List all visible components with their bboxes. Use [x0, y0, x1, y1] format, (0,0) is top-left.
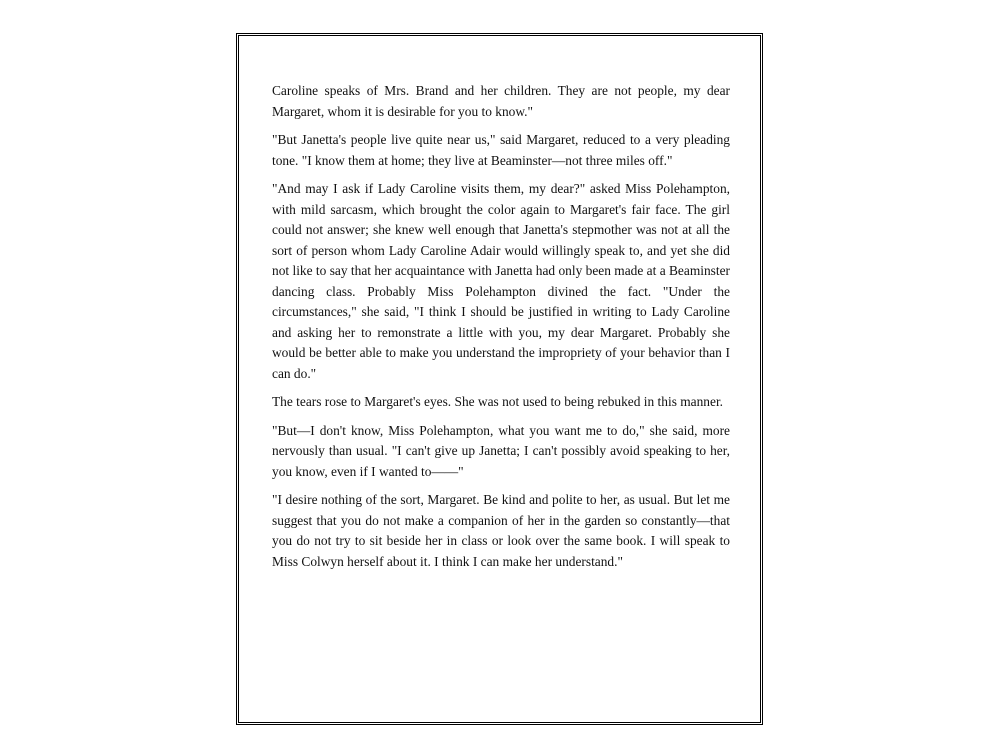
- paragraph-3: "And may I ask if Lady Caroline visits them, my dear?" asked Miss Polehampton, with mild sarcasm, which brought the color again to Margaret's fair face. The girl could not answer; she knew well enough that Janetta's stepmother was not at all the sort of person whom Lady Caroline Adair would willingly speak to, and yet she did not like to say that her acquaintance with Janetta had only been made at a Beaminster dancing class. Probably Miss Polehampton divined the fact. "Under the circumstances," she said, "I think I should be justified in writing to Lady Caroline and asking her to remonstrate a little with you, my dear Margaret. Probably she would be better able to make you understand the impropriety of your behavior than I can do.": [272, 181, 730, 381]
- paragraph-2: "But Janetta's people live quite near us," said Margaret, reduced to a very pleading tone. "I know them at home; they live at Beaminster—not three miles off.": [272, 132, 730, 168]
- paragraph-5: "But—I don't know, Miss Polehampton, what you want me to do," she said, more nervously than usual. "I can't give up Janetta; I can't possibly avoid speaking to her, you know, even if I wanted to——": [272, 422, 730, 479]
- paragraph-1: Caroline speaks of Mrs. Brand and her children. They are not people, my dear Margaret, whom it is desirable for you to know.": [272, 83, 730, 119]
- paragraph-4: The tears rose to Margaret's eyes. She was not used to being rebuked in this manner.: [272, 394, 724, 409]
- paragraph-6: "I desire nothing of the sort, Margaret. Be kind and polite to her, as usual. But let me suggest that you do not make a companion of her in the garden so constantly—that you do not try to sit beside her in class or look over the same book. I will speak to Miss Colwyn herself about it. I think I can make her understand.": [272, 492, 730, 569]
- page-frame: [236, 33, 763, 725]
- page-text: [272, 81, 730, 580]
